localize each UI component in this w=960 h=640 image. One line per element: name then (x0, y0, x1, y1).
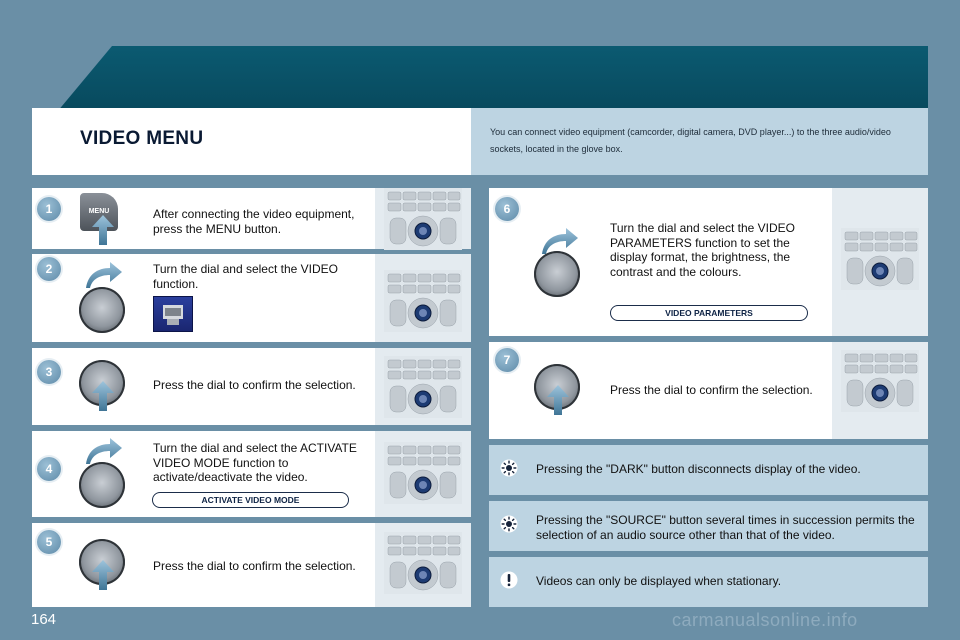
control-panel-illustration (384, 442, 462, 504)
step-5-text: Press the dial to confirm the selection. (153, 559, 356, 573)
arrow-up-icon (92, 560, 114, 590)
arrow-up-icon (92, 381, 114, 411)
step-6-badge: 6 (495, 197, 519, 221)
rotate-arrow-icon (84, 262, 122, 288)
page-number: 164 (31, 611, 57, 628)
control-panel-illustration (384, 356, 462, 418)
video-function-icon (153, 296, 193, 332)
step-4-text: Turn the dial and select the ACTIVATE VIDEO MODE function to activate/deactivate the video. (153, 441, 357, 484)
rotate-arrow-icon (84, 438, 122, 464)
dial-illustration (534, 251, 580, 297)
header-band (32, 46, 928, 108)
dial-illustration (79, 462, 125, 508)
control-panel-illustration (384, 270, 462, 332)
step-3-badge: 3 (37, 360, 61, 384)
intro-note: You can connect video equipment (camcorder, digital camera, DVD player...) to the three audio/video sockets, located in the glove box. (490, 127, 891, 154)
source-button-text: Pressing the "SOURCE" button several times in succession permits the selection of an audio source other than that of the video. (536, 513, 915, 542)
video-parameters-tag: VIDEO PARAMETERS (610, 305, 808, 321)
watermark: carmanualsonline.info (672, 610, 858, 630)
arrow-up-icon (92, 215, 114, 245)
dark-button-text: Pressing the "DARK" button disconnects display of the video. (536, 462, 861, 476)
stationary-warning-text: Videos can only be displayed when stationary. (536, 574, 782, 588)
step-2-badge: 2 (37, 257, 61, 281)
activate-video-mode-tag: ACTIVATE VIDEO MODE (152, 492, 349, 508)
step-6-text: Turn the dial and select the VIDEO PARAMETERS function to set the display format, the brightness, the contrast and the colours. (610, 221, 795, 279)
control-panel-illustration (841, 228, 919, 290)
control-panel-illustration (384, 188, 462, 250)
step-5-badge: 5 (37, 530, 61, 554)
step-7-text: Press the dial to confirm the selection. (610, 383, 813, 397)
step-3-text: Press the dial to confirm the selection. (153, 378, 356, 392)
dial-illustration (79, 287, 125, 333)
step-4-badge: 4 (37, 457, 61, 481)
control-panel-illustration (384, 532, 462, 594)
control-panel-illustration (841, 350, 919, 412)
menu-button-illustration: MENU (80, 193, 118, 231)
page-title: VIDEO MENU (80, 128, 204, 149)
sun-icon (500, 459, 518, 477)
warning-icon (500, 571, 518, 589)
sun-icon (500, 515, 518, 533)
step-2-text: Turn the dial and select the VIDEO function. (153, 262, 338, 291)
arrow-up-icon (547, 385, 569, 415)
step-1-badge: 1 (37, 197, 61, 221)
step-7-badge: 7 (495, 348, 519, 372)
step-1-text: After connecting the video equipment, press the MENU button. (153, 207, 355, 236)
